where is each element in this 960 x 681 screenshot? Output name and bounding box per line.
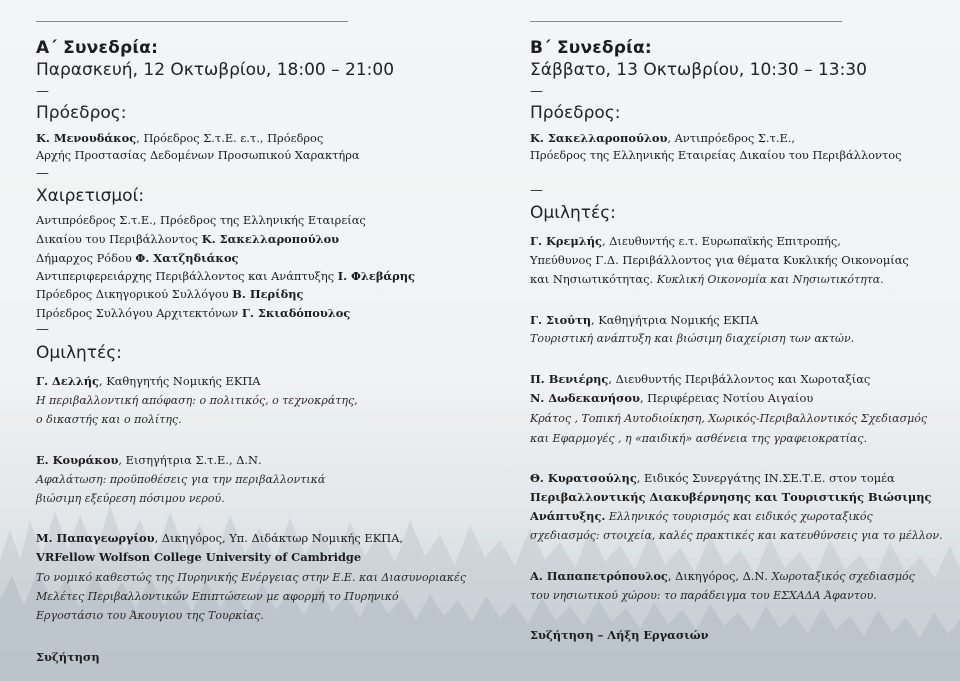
speaker-line: Α. Παπαπετρόπουλος, Δικηγόρος, Δ.Ν. Χωροταξικός σχεδιασμός bbox=[530, 569, 915, 583]
divider-line bbox=[530, 21, 842, 22]
speaker-line: Ε. Κουράκου, Εισηγήτρια Σ.τ.Ε., Δ.Ν. bbox=[36, 453, 262, 467]
speaker-affiliation: VRFellow Wolfson College University of Cambridge bbox=[36, 550, 362, 564]
speaker-line: Ανάπτυξης. Ελληνικός τουρισμός και ειδικός χωροταξικός bbox=[530, 509, 873, 523]
president-line: Κ. Σακελλαροπούλου, Αντιπρόεδρος Σ.τ.Ε., bbox=[530, 131, 796, 145]
speaker-topic: Η περιβαλλοντική απόφαση: ο πολιτικός, ο τεχνοκράτης, bbox=[36, 394, 358, 407]
greeting-line: Δήμαρχος Ρόδου Φ. Χατζηδιάκος bbox=[36, 251, 239, 265]
speaker-topic: Τουριστική ανάπτυξη και βιώσιμη διαχείριση των ακτών. bbox=[530, 332, 855, 345]
president-heading: Πρόεδρος: bbox=[530, 103, 621, 123]
president-line: Κ. Μενουδάκος, Πρόεδρος Σ.τ.Ε. ε.τ., Πρόεδρος bbox=[36, 131, 324, 145]
speaker-line: Γ. Κρεμλής, Διευθυντής ε.τ. Ευρωπαϊκής Επιτροπής, bbox=[530, 234, 841, 248]
speaker-topic: Αφαλάτωση: προϋποθέσεις για την περιβαλλοντικά bbox=[36, 473, 326, 486]
speaker-topic: του νησιωτικού χώρου: το παράδειγμα του ΕΣΧΑΔΑ Άφαντου. bbox=[530, 589, 877, 602]
greeting-line: Αντιπρόεδρος Σ.τ.Ε., Πρόεδρος της Ελληνικής Εταιρείας bbox=[36, 213, 366, 227]
speaker-topic: βιώσιμη εξεύρεση πόσιμου νερού. bbox=[36, 492, 225, 505]
speaker-topic: Το νομικό καθεστώς της Πυρηνικής Ενέργειας στην Ε.Ε. και Διασυνοριακές bbox=[36, 571, 467, 584]
speaker-line: Μ. Παπαγεωργίου, Δικηγόρος, Υπ. Διδάκτωρ Νομικής ΕΚΠΑ, bbox=[36, 531, 404, 545]
speaker-topic: και Εφαρμογές , η «παιδική» ασθένεια της γραφειοκρατίας. bbox=[530, 432, 867, 445]
greeting-line: Πρόεδρος Συλλόγου Αρχιτεκτόνων Γ. Σκιαδόπουλος bbox=[36, 306, 351, 320]
session-a-date: Παρασκευή, 12 Οκτωβρίου, 18:00 – 21:00 bbox=[36, 60, 395, 80]
speaker-topic: Μελέτες Περιβαλλοντικών Επιπτώσεων με αφορμή το Πυρηνικό bbox=[36, 590, 399, 603]
president-heading: Πρόεδρος: bbox=[36, 103, 127, 123]
dash: — bbox=[36, 322, 49, 337]
dash: — bbox=[530, 84, 543, 99]
speaker-line: Γ. Σιούτη, Καθηγήτρια Νομικής ΕΚΠΑ bbox=[530, 313, 759, 327]
dash: — bbox=[36, 84, 49, 99]
greetings-heading: Χαιρετισμοί: bbox=[36, 186, 145, 206]
greeting-line: Αντιπεριφερειάρχης Περιβάλλοντος και Ανάπτυξης Ι. Φλεβάρης bbox=[36, 269, 415, 283]
session-a-title: Α΄ Συνεδρία: bbox=[36, 38, 159, 58]
speaker-topic: Εργοστάσιο του Άκουγιου της Τουρκίας. bbox=[36, 609, 264, 622]
speaker-line: Γ. Δελλής, Καθηγητής Νομικής ΕΚΠΑ bbox=[36, 374, 261, 388]
closing-discussion: Συζήτηση – Λήξη Εργασιών bbox=[530, 628, 709, 642]
divider-line bbox=[36, 21, 348, 22]
session-b-title: Β΄ Συνεδρία: bbox=[530, 38, 652, 58]
greeting-line: Πρόεδρος Δικηγορικού Συλλόγου Β. Περίδης bbox=[36, 287, 304, 301]
speaker-line: Υπεύθυνος Γ.Δ. Περιβάλλοντος για θέματα Κυκλικής Οικονομίας bbox=[530, 253, 909, 267]
greeting-line: Δικαίου του Περιβάλλοντος Κ. Σακελλαροπούλου bbox=[36, 232, 340, 246]
president-line-2: Πρόεδρος της Ελληνικής Εταιρείας Δικαίου του Περιβάλλοντος bbox=[530, 148, 902, 162]
speaker-line: Θ. Κυρατσούλης, Ειδικός Συνεργάτης ΙΝ.ΣΕ.Τ.Ε. στον τομέα bbox=[530, 471, 895, 485]
speakers-heading: Ομιλητές: bbox=[36, 343, 122, 363]
speaker-topic: ο δικαστής και ο πολίτης. bbox=[36, 413, 182, 426]
speaker-line: Ν. Δωδεκανήσου, Περιφέρειας Νοτίου Αιγαίου bbox=[530, 391, 814, 405]
speaker-topic: σχεδιασμός: στοιχεία, καλές πρακτικές και κατευθύνσεις για το μέλλον. bbox=[530, 529, 943, 542]
president-line-2: Αρχής Προστασίας Δεδομένων Προσωπικού Χαρακτήρα bbox=[36, 148, 360, 162]
speaker-topic: Κράτος , Τοπική Αυτοδιοίκηση, Χωρικός-Περιβαλλοντικός Σχεδιασμός bbox=[530, 412, 928, 425]
speaker-line: Π. Βενιέρης, Διευθυντής Περιβάλλοντος και Χωροταξίας bbox=[530, 372, 871, 386]
dash: — bbox=[36, 166, 49, 181]
speakers-heading: Ομιλητές: bbox=[530, 203, 616, 223]
closing-discussion: Συζήτηση bbox=[36, 650, 100, 664]
speaker-line: και Νησιωτικότητας. Κυκλική Οικονομία και Νησιωτικότητα. bbox=[530, 272, 884, 286]
speaker-line: Περιβαλλοντικής Διακυβέρνησης και Τουριστικής Βιώσιμης bbox=[530, 490, 932, 504]
dash: — bbox=[530, 183, 543, 198]
session-b-date: Σάββατο, 13 Οκτωβρίου, 10:30 – 13:30 bbox=[530, 60, 867, 80]
